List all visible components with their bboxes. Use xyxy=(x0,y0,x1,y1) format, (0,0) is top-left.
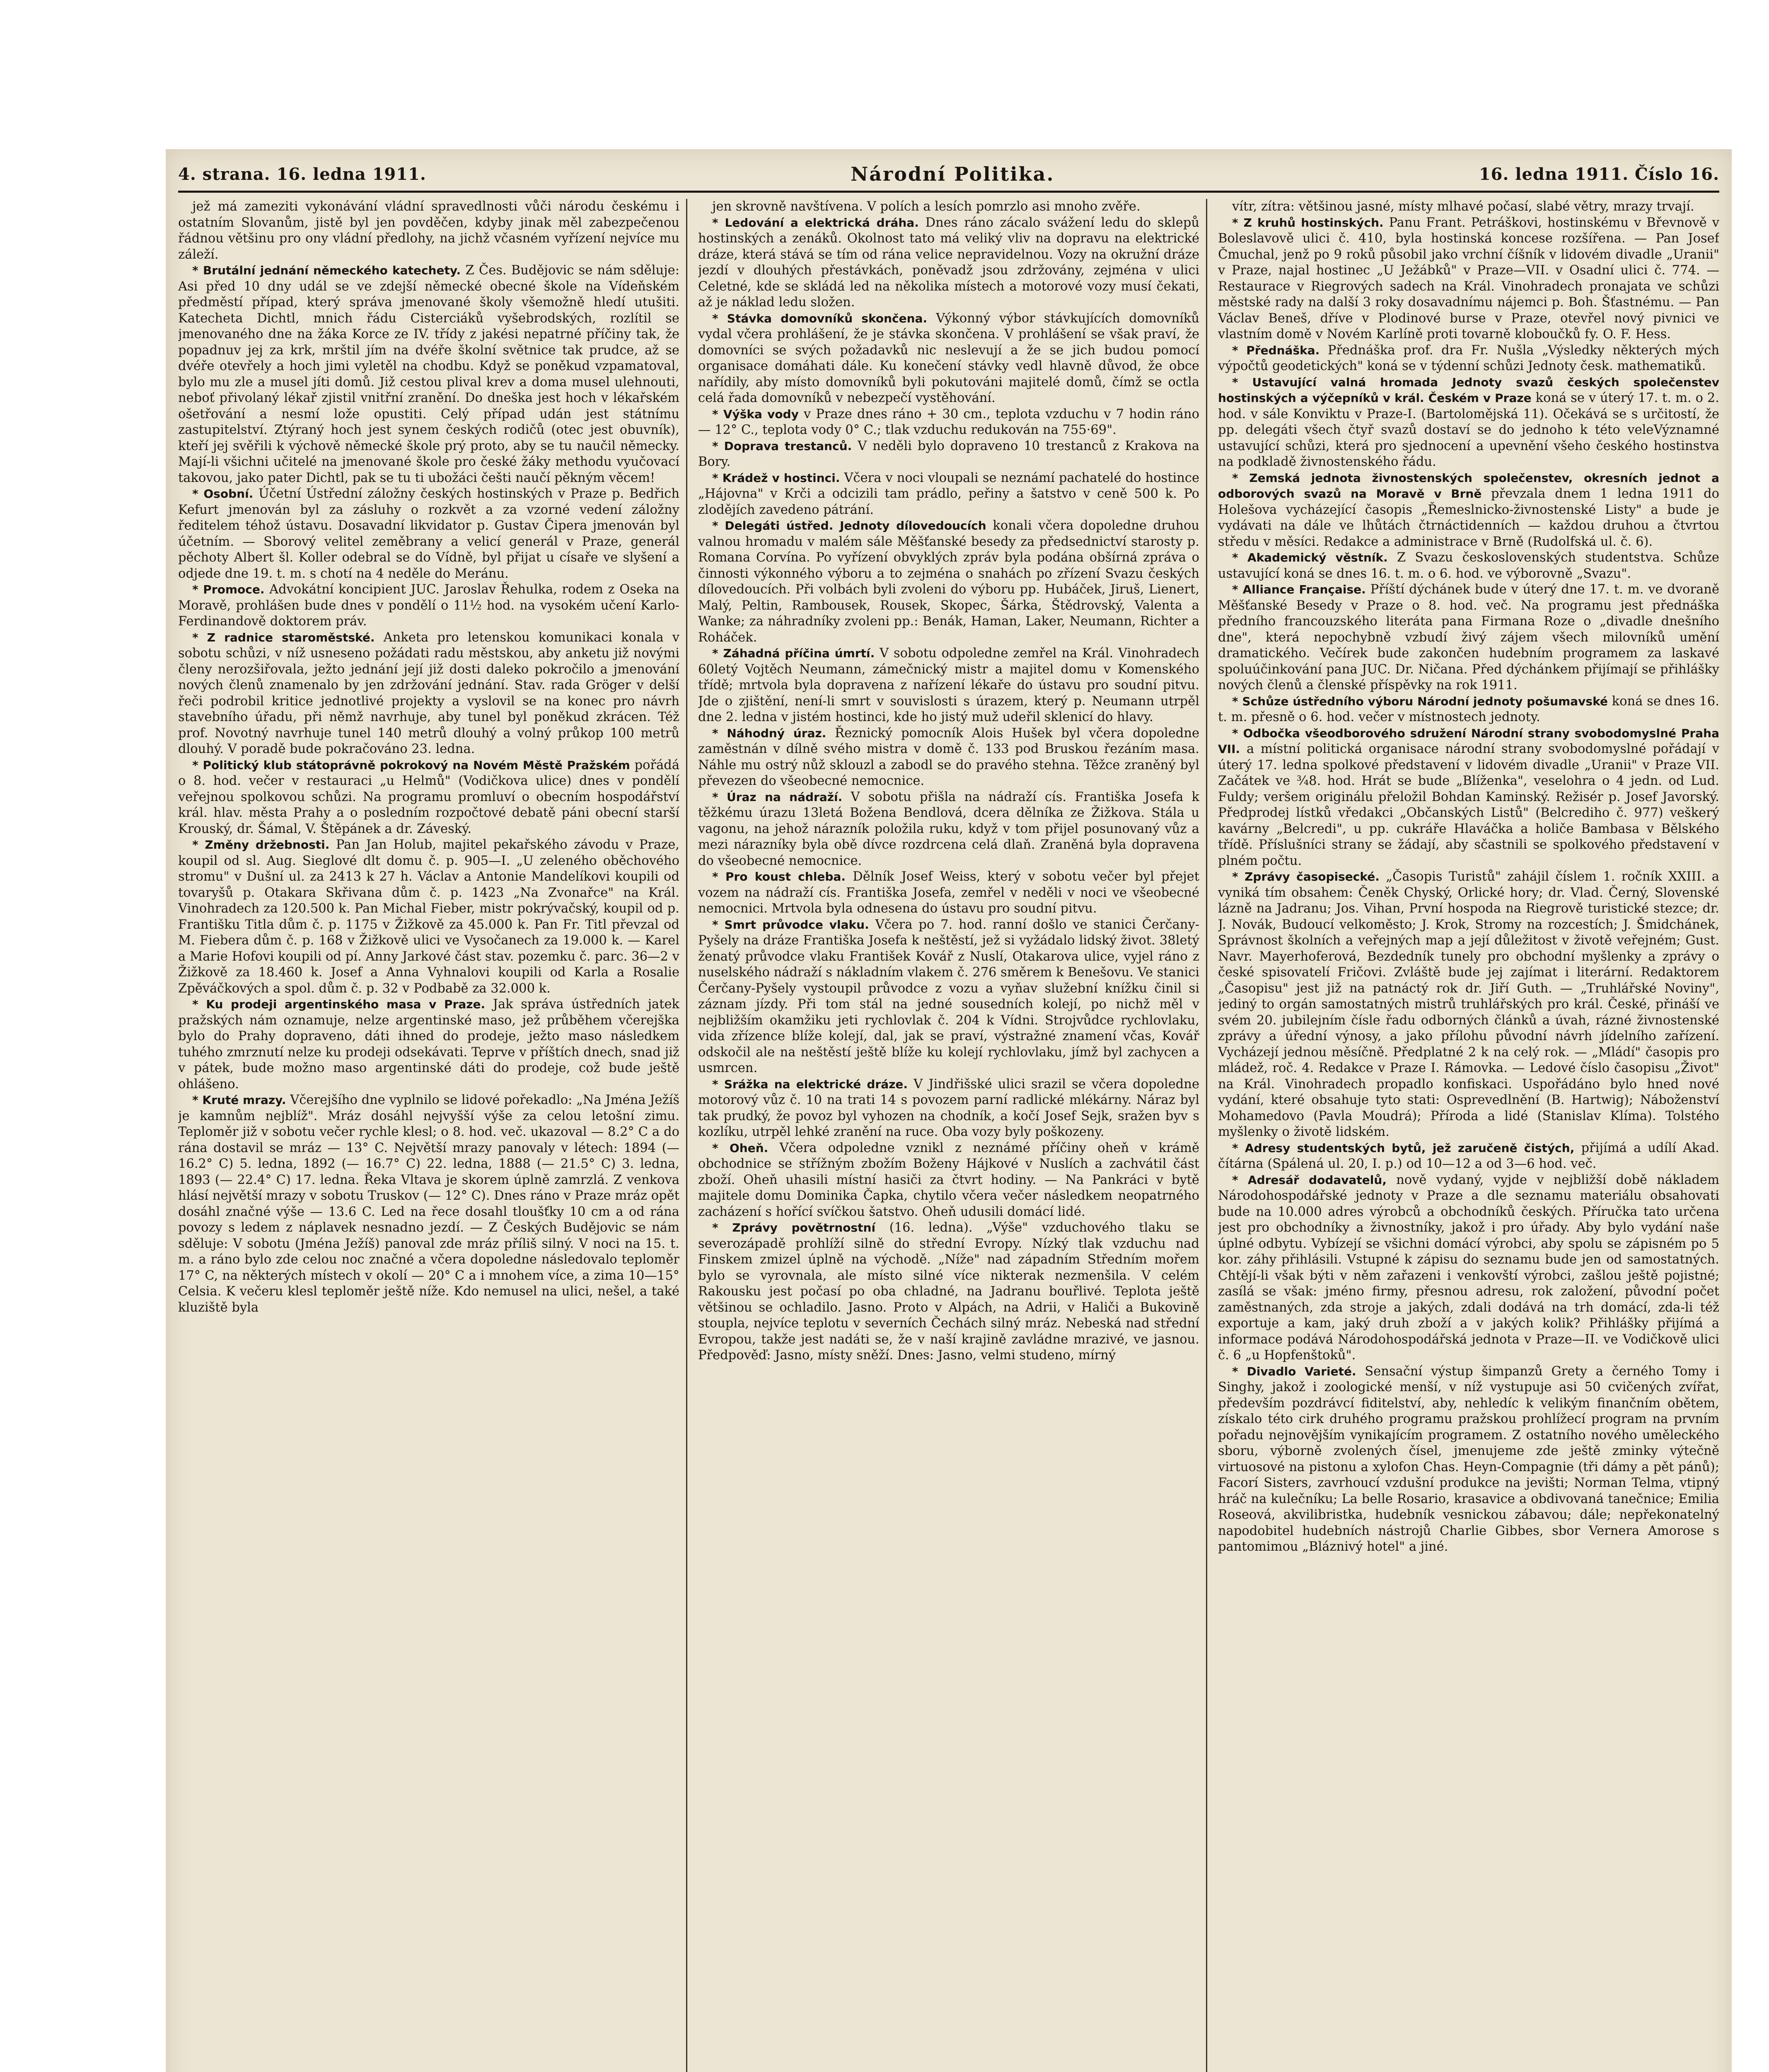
article xyxy=(178,582,679,630)
article-headline: * Z radnice staroměstské. xyxy=(192,630,375,644)
article-headline: * Politický klub státoprávně pokrokový na Novém Městě Pražském xyxy=(192,758,630,772)
article xyxy=(698,1220,1199,1364)
article-text: Včera po 7. hod. ranní došlo ve stanici Čerčany-Pyšely na dráze Františka Josefa k neštěstí, jež si vyžádalo lidský život. 38letý ženatý průvodce vlaku František Kovář z Nuslí, Otakarova ulice, vyjel ráno z nuselského nádraží s nákladním vlakem č. 276 směrem k Benešovu. Ve stanici Čerčany-Pyšely vystoupil průvodce z vozu a vyňav služební knížku činil si záznam jízdy. Při tom stál na jedné sousedních kolejí, po nichž měl v nejbližším okamžiku jeti rychlovlak č. 204 k Vídni. Strojvůdce rychlovlaku, vida zřízence blíže kolejí, dal, jak se praví, výstražné znamení včas, Kovář odskočil ale na neštěstí ještě blíže ku kolejí rychlovlaku, jímž byl zachycen a usmrcen. xyxy=(698,917,1199,1075)
article xyxy=(1218,343,1719,375)
article-headline: * Ku prodeji argentinského masa v Praze. xyxy=(192,997,486,1011)
article-headline: * Změny držebnosti. xyxy=(192,838,330,852)
article-text: a místní politická organisace národní strany svobodomyslné pořádají v úterý 17. ledna spolkové představení v lidovém divadle „Uranii" v Praze VII. Začátek ve ¾8. hod. Hrát se bude „Blíženka", veselohra o 4 jedn. od Lud. Fuldy; veršem originálu přeložil Bohdan Kaminský. Režisér p. Josef Javorský. Předprodej lístků vředakci „Občanských Listů" (Belcrediho č. 977) veškerý kavárny „Belcredi", u pp. cukráře Hlaváčka a holiče Bambasa v Bělského třídě. Příslušníci strany se žádají, aby sčastnili se spolkového představení v plném počtu. xyxy=(1218,742,1719,868)
masthead: Národní Politika. xyxy=(851,163,1055,185)
article xyxy=(1218,582,1719,694)
article-headline: * Z kruhů hostinských. xyxy=(1232,215,1384,230)
article-headline: * Adresy studentských bytů, jež zaručeně čistých, xyxy=(1232,1141,1575,1155)
article xyxy=(1218,470,1719,550)
column-1 xyxy=(178,199,679,2072)
article-text: Advokátní koncipient JUC. Jaroslav Řehulka, rodem z Oseka na Moravě, prohlášen bude dnes v pondělí o 11½ hod. na vysokém učení Karlo-Ferdinandově doktorem práv. xyxy=(178,582,679,629)
article xyxy=(698,199,1199,215)
article xyxy=(698,869,1199,917)
article xyxy=(1218,1364,1719,1555)
article xyxy=(698,311,1199,407)
article xyxy=(1218,1172,1719,1364)
article-headline: * Ustavující valná hromada Jednoty svazů českých společenstev hostinských a výčepníků v král. Českém v Praze xyxy=(1218,375,1719,405)
page-number: 4. strana. 16. ledna 1911. xyxy=(178,164,426,184)
article xyxy=(1218,1140,1719,1172)
article xyxy=(178,997,679,1092)
article-text: Z Čes. Budějovic se nám sděluje: Asi před 10 dny udál se ve zdejší německé obecné škole na Vídeňském předměstí případ, který správa jmenované školy všemožně hledí utušiti. Katecheta Dichtl, mnich řádu Cisterciáků vyšebrodských, rozlítil se jmenovaného dne na žáka Korce ze IV. třídy z jakési nepatrné příčiny tak, že popadnuv jej za krk, mrštil jím na dvéře školní světnice tak prudce, až se dvéře otevřely a hoch jimi vyletěl na chodbu. Když se poněkud vzpamatoval, bylo mu zle a musel jíti domů. Již cestou plival krev a doma musel ulehnouti, neboť přivolaný lékař zjistil vnitřní zranění. Do dneška jest hoch v lékařském ošetřování a nesmí lože opustiti. Celý případ udán jest státnímu zastupitelství. Ztýraný hoch jest synem českých rodičů (otec jest obuvník), kteří jej svěřili k výchově německé škole prý proto, aby se tu naučil německy. Mají-li všichni učitelé na jmenované škole pro české žáky methodu vyučovací takovou, jako pater Dichtl, pak se tu ti ubožáci češti naučí pěkným věcem! xyxy=(178,263,679,485)
article-text: v Praze dnes ráno + 30 cm., teplota vzduchu v 7 hodin ráno — 12° C., teplota vody 0° C.; tlak vzduchu redukován na 755·69". xyxy=(698,407,1199,437)
article-headline: * Záhadná příčina úmrtí. xyxy=(712,646,875,660)
article xyxy=(698,407,1199,438)
article-headline: * Adresář dodavatelů, xyxy=(1232,1173,1387,1187)
article-text: Řeznický pomocník Alois Hušek byl včera dopoledne zaměstnán v dílně svého mistra v domě č. 133 pod Bruskou řezáním masa. Náhle mu ostrý nůž sklouzl a zabodl se do pravého stehna. Těžce zraněný byl převezen do všeobecné nemocnice. xyxy=(698,726,1199,788)
article-headline: * Stávka domovníků skončena. xyxy=(712,311,928,325)
article-headline: * Výška vody xyxy=(712,407,799,421)
article-headline: * Krádež v hostinci. xyxy=(712,471,840,485)
article-headline: * Akademický věstník. xyxy=(1232,551,1388,564)
article-headline: * Brutální jednání německého katechety. xyxy=(192,264,461,277)
article-headline: * Odbočka všeodborového sdružení Národní strany svobodomyslné Praha VII. xyxy=(1218,726,1719,756)
article xyxy=(1218,869,1719,1140)
article-text: Pan Jan Holub, majitel pekařského závodu v Praze, koupil od sl. Aug. Sieglové dlt domu č. p. 905—I. „U zeleného oběchového stromu" v Dušní ul. za 2413 k 27 h. Václav a Antonie Mandelíkovi koupili od tovaryšů p. Otakara Skřivana dům č. p. 1423 „Na Zvonařce" na Král. Vinohradech za 120.500 k. Pan Michal Fieber, mistr pokrývačský, koupil od p. Františku Titla dům č. p. 1175 v Žižkově za 45.000 k. Pan Fr. Titl převzal od M. Fiebera dům č. p. 168 v Žižkově ulici ve Vysočanech za 19.000 k. — Karel a Marie Hofovi koupili od pí. Anny Jarkové část stav. pozemku č. parc. 36—2 v Žižkově za 18.460 k. Josef a Anna Vyhnalovi koupili od Karla a Rosalie Zpěváčkových a spol. dům č. p. 32 v Podbabě za 32.000 k. xyxy=(178,838,679,996)
article-text: jež má zameziti vykonávání vládní spravedlnosti vůči národu českému i ostatním Slovanům, jistě byl jen povděčen, kdyby jinak měl zabezpečenou řádnou většinu pro ony vládní předlohy, na jichž včasném vyřízení nejvíce mu záleží. xyxy=(178,199,679,262)
article-headline: * Smrt průvodce vlaku. xyxy=(712,917,869,932)
article-text: V neděli bylo dopraveno 10 trestanců z Krakova na Bory. xyxy=(698,438,1199,469)
article-text: Včerejšího dne vyplnilo se lidové pořekadlo: „Na Jména Ježíš je kamnům nejblíž". Mráz dosáhl nejvyšší výše za celou letošní zimu. Teploměr již v sobotu večer rychle klesl; o 8. hod. več. ukazoval — 8.2° C a do rána dostavil se mráz — 13° C. Největší mrazy panovaly v létech: 1894 (— 16.2° C) 5. ledna, 1892 (— 16.7° C) 22. ledna, 1888 (— 21.5° C) 3. ledna, 1893 (— 22.4° C) 17. ledna. Řeka Vltava je skorem úplně zamrzlá. Z venkova hlásí největší mrazy v sobotu Truskov (— 12° C). Dnes ráno v Praze mráz opět dosáhl značné výše — 13.6 C. Led na řece dosahl tloušťky 10 cm a od rána povozy s ledem z náplavek nesnadno jezdí. — Z Českých Budějovic se nám sděluje: V sobotu (Jména Ježíš) panoval zde mráz příliš silný. V noci na 15. t. m. a ráno bylo zde celou noc značné a včera dopoledne následovalo teploměr 17° C, na některých místech v okolí — 20° C a i mnohem více, a zima 10—15° Celsia. K večeru klesl teploměr ještě níže. Kdo nemusel na ulici, nešel, a také kluziště byla xyxy=(178,1093,679,1315)
article-text: Z Svazu československých studentstva. Schůze ustavující koná se dnes 16. t. m. o 6. hod. ve výborovně „Svazu". xyxy=(1218,550,1719,581)
article xyxy=(1218,375,1719,470)
article-text: Dělník Josef Weiss, který v sobotu večer byl přejet vozem na nádraží cís. Františka Josefa, zemřel v neděli v noci ve všeobecné nemocnici. Mrtvola byla odnesena do ústavu pro soudní pitvu. xyxy=(698,869,1199,916)
article xyxy=(698,1140,1199,1220)
column-3 xyxy=(1218,199,1719,2072)
article xyxy=(698,726,1199,789)
article-headline: * Promoce. xyxy=(192,583,265,596)
article xyxy=(178,630,679,758)
article-text: pořádá o 8. hod. večer v restauraci „u Helmů" (Vodičkova ulice) dnes v pondělí veřejnou spolkovou schůzi. Na programu promluví o obecním hospodářství král. hlav. města Prahy a o posledním rozpočtové debatě páni obecní starší Krouský, dr. Šámal, V. Štěpánek a dr. Záveský. xyxy=(178,758,679,836)
article-text: V sobotu odpoledne zemřel na Král. Vinohradech 60letý Vojtěch Neumann, zámečnický mistr a majitel domu v Komenského třídě; mrtvola byla dopravena z nařízení lékaře do ústavu pro soudní pitvu. Jde o zjištění, není-li smrt v souvislosti s úrazem, který p. Neumann utrpěl dne 2. ledna v jistém hostinci, kde ho jistý muž udeřil sklenicí do hlavy. xyxy=(698,646,1199,724)
column-divider xyxy=(1206,199,1207,2072)
article-text: koná se v úterý 17. t. m. o 2. hod. v sále Konviktu v Praze-I. (Bartolomějská 11). Očekává se s určitostí, že pp. delegáti všech čtyř svazů dostaví se do jednoho k této veleVýznamné ustavující schůzi, která pro sjednocení a upevnění všeho českého hostinstva na podkladě živnostenského řádu. xyxy=(1218,391,1719,469)
article-text: Anketa pro letenskou komunikaci konala v sobotu schůzi, v níž usneseno požádati radu městskou, aby anketu již novými členy nerozšiřovala, ježto jednání její již dosti daleko pokročilo a jmenování nových členů znamenalo by jen zdržování jednání. Stav. rada Gröger v delší řeči podrobil kritice jednotlivé projekty a vyslovil se na konec pro návrh stavebního úřadu, při němž navrhuje, aby tunel byl poněkud zkrácen. Též prof. Novotný navrhuje tunel 140 metrů dlouhý a volný průkop 100 metrů dlouhý. V poradě bude pokračováno 23. ledna. xyxy=(178,630,679,756)
article xyxy=(698,215,1199,311)
article-text: Dnes ráno zácalo svážení ledu do sklepů hostinských a zenáků. Okolnost tato má veliký vliv na dopravu na elektrické dráze, která stává se tím od rána velice nepravidelnou. Vozy na okružní dráze jezdí v dlouhých přestávkách, poněvadž jsou zdržovány, zejména v ulici Celetné, kde se skládá led na několika místech a motorové vozy musí čekati, až je náklad ledu složen. xyxy=(698,215,1199,310)
article-text: jen skrovně navštívena. V polích a lesích pomrzlo asi mnoho zvěře. xyxy=(712,199,1141,214)
article-headline: * Náhodný úraz. xyxy=(712,726,826,740)
article-text: koná se dnes 16. t. m. přesně o 6. hod. večer v místnostech jednoty. xyxy=(1218,694,1719,724)
article-headline: * Srážka na elektrické dráze. xyxy=(712,1077,908,1091)
article-text: Příští dýchánek bude v úterý dne 17. t. m. ve dvoraně Měšťanské Besedy v Praze o 8. hod. več. Na programu jest přednáška předního francouzského literáta pana Firmana Roze o „divadle dnešního dne", která nepochybně vzbudí živý zájem všech milovníků umění dramatického. Večírek bude zakončen hudebním programem za laskavé spoluúčinkování pana JUC. Dr. Ničana. Před dýchánkem přijímají se přihlášky nových členů a členské příspěvky na rok 1911. xyxy=(1218,582,1719,692)
column-2 xyxy=(698,199,1199,2072)
article-headline: * Divadlo Varieté. xyxy=(1232,1364,1356,1378)
article-headline: * Kruté mrazy. xyxy=(192,1093,286,1107)
article xyxy=(178,199,679,263)
article-text: Jak správa ústředních jatek pražských nám oznamuje, nelze argentinské maso, jež průběhem včerejška bylo do Prahy dopraveno, dáti ihned do prodeje, ježto maso následkem tuhého zmrznutí nelze ku prodeji odsekávati. Teprve v příštích dnech, snad již v pátek, bude možno maso argentinské dáti do prodeje, což bude ještě ohlášeno. xyxy=(178,997,679,1092)
article-text: Sensační výstup šimpanzů Grety a černého Tomy i Singhy, jakož i zoologické menší, v níž vystupuje asi 50 cvičených zvířat, především pozdrávcí fiditelství, aby, nehledíc k velikým finančním obětem, získalo této cirk druhého programu pražskou prohlížecí program na prvním pořadu nejnovějším vynikajícím programem. Z ostatního nového uměleckého sboru, výborně zvolených čísel, jmenujeme zde ještě zminky výtečně virtuosové na pistonu a xylofon Chas. Heyn-Compagnie (tři dámy a pět pánů); Facorí Sisters, zavrhoucí vzdušní produkce na jevišti; Norman Telma, vtipný hráč na kulečníku; La belle Rosario, krasavice a obdivovaná tanečnice; Emilia Roseová, akvilibristka, hudebník vesnickou zábavou; dále; nepřekonatelný napodobitel hudebních nástrojů Charlie Gibbes, sbor Vernera Amorose s pantomimou „Bláznivý hotel" a jiné. xyxy=(1218,1364,1719,1554)
article-headline: * Úraz na nádraží. xyxy=(712,790,843,804)
article-text: nově vydaný, vyjde v nejbližší době nákladem Národohospodářské jednoty v Praze a dle seznamu materiálu obsahovati bude na 10.000 adres výrobců a obchodníků českých. Příručka tato určena jest pro obchodníky a živnostníky, jakož i pro úřady. Aby bylo vydání naše úplné odbytu. Vybízejí se všichni domácí výrobci, aby spolu se zápisném po 5 kor. záhy přihlásili. Vstupné k zápisu do seznamu bude jen od samostatných. Chtějí-li však býti v něm zařazeni i venkovští výrobci, zašlou ještě pojistné; zasílá se však: jméno firmy, přesnou adresu, rok založení, původní počet zaměstnaných, zda stroje a jakých, zdali dodává na trh domácí, zda-li též exportuje a kam, jaký druh zboží a v jakých kolik? Přihlášky přijímá a informace podává Národohospodářská jednota v Praze—II. ve Vodičkově ulici č. 6 „u Hopfenštoků". xyxy=(1218,1172,1719,1363)
article xyxy=(1218,199,1719,215)
page-header xyxy=(178,162,1719,186)
article-text: „Časopis Turistů" zahájil číslem 1. ročník XXIII. a vyniká tím obsahem: Čeněk Chyský, Orlické hory; dr. Vlad. Černý, Slovenské lázně na Jadranu; Jos. Vihan, První hospoda na Riegrově turistické stezce; dr. J. Novák, Budoucí velkoměsto; J. Krok, Stromy na rozcestích; J. Šmidchánek, Správnost školních a veřejných map a její důležitost v životě veřejném; Gust. Navr. Mayerhoferová, Bezdedník tunely pro obchodní myšlenky a zprávy o české spisovatelí Fričovi. Zvláště bude jej zajímat i literární. Redaktorem „Časopisu" jest již na patnáctý rok dr. Jiří Guth. — „Truhlářské Noviny", jediný to orgán samostatných mistrů truhlářských pro král. České, přináší ve svém 20. jubilejním čísle řadu odborných článků a úvah, rázné živnostenské zprávy a úřední výnosy, a jako přílohu původní návrh jídelního zařízení. Vycházejí jednou měsíčně. Předplatné 2 k na celý rok. — „Mládí" časopis pro mládež, roč. 4. Redakce v Praze I. Rámovka. — Ledové číslo časopisu „Život" na Král. Vinohradech propadlo konfiskaci. Uspořádáno bylo hned nové vydání, které obsahuje tyto stati: Osprevedlnění (B. Hartwig); Náboženství Mohamedovo (Pavla Moudrá); Příroda a lidé (Stanislav Klíma). Tolstého myšlenky o životě lidském. xyxy=(1218,869,1719,1139)
article-text: přijímá a udílí Akad. čítárna (Spálená ul. 20, I. p.) od 10—12 a od 3—6 hod. več. xyxy=(1218,1140,1719,1171)
article-headline: * Zemská jednota živnostenských společenstev, okresních jednot a odborových svazů na Moravě v Brně xyxy=(1218,471,1719,501)
article xyxy=(178,486,679,582)
column-divider xyxy=(686,199,687,2072)
article xyxy=(178,837,679,997)
article-headline: * Doprava trestanců. xyxy=(712,439,852,453)
article-text: V Jindřišské ulici srazil se včera dopoledne motorový vůz č. 10 na trati 14 s povozem parní radlické mlékárny. Náraz byl tak prudký, že povoz byl vyhozen na chodník, a kočí Josef Sejk, sražen byv s kozlíku, utrpěl lehké zranění na ruce. Oba vozy byly poškozeny. xyxy=(698,1077,1199,1139)
article-text: vítr, zítra: většinou jasné, místy mlhavé počasí, slabé větry, mrazy trvají. xyxy=(1232,199,1694,214)
article-headline: * Přednáška. xyxy=(1232,343,1320,357)
article-text: Výkonný výbor stávkujících domovníků vydal včera prohlášení, že je stávka skončena. V prohlášení se však praví, že domovníci se svých požadavků nic neslevují a že se jich budou pomocí organisace domáhati dále. Ku konečení stávky vedl hlavně důvod, že obce nařídily, aby místo domovníků byli pokutováni majitelé domů, čímž se octla celá řada domovníků v nebezpečí vystěhování. xyxy=(698,311,1199,405)
article-headline: * Schůze ústředního výboru Národní jednoty pošumavské xyxy=(1232,694,1608,708)
article-text: konali včera dopoledne druhou valnou hromadu v malém sále Měšťanské besedy za předsednictví starosty p. Romana Corvína. Po vyřízení obvyklých zpráv byla podána obšírná zpráva o činnosti výkonného výboru a to zejména o snahách po zřízení Svazu českých dílovedoucích. Při volbách byli zvoleni do výboru pp. Hubáček, Jiruš, Lienert, Malý, Peltin, Rambousek, Rousek, Skopec, Šárka, Štědrovský, Valenta a Wanke; za náhradníky zvoleni pp.: Benák, Haman, Laker, Neumann, Richter a Roháček. xyxy=(698,518,1199,645)
article xyxy=(1218,215,1719,343)
article xyxy=(698,438,1199,470)
article-text: Přednáška prof. dra Fr. Nušla „Výsledky některých mých výpočtů geodetických" koná se v týdenní schůzi Jednoty česk. mathematiků. xyxy=(1218,343,1719,373)
article xyxy=(698,1077,1199,1140)
header-rule xyxy=(178,191,1719,193)
article xyxy=(698,470,1199,518)
article-headline: * Zprávy povětrnostní xyxy=(712,1221,876,1234)
article xyxy=(178,758,679,838)
article xyxy=(698,646,1199,726)
article-headline: * Pro koust chleba. xyxy=(712,870,846,884)
article-headline: * Alliance Française. xyxy=(1232,583,1366,596)
issue-number: 16. ledna 1911. Číslo 16. xyxy=(1479,164,1719,184)
article-headline: * Delegáti ústřed. Jednoty dílovedoucích xyxy=(712,519,986,533)
newspaper-page xyxy=(166,149,1732,2072)
article xyxy=(1218,694,1719,726)
article-text: (16. ledna). „Výše" vzduchového tlaku se severozápadě prohlíží silně do střední Evropy. Nízký tlak vzduchu nad Finskem zmizel úplně na východě. „Níže" nad západním Středním mořem bylo se vyrovnala, ale místo silné více nikterak nezmenšila. V celém Rakousku jest počasí po oba chladné, na Jadranu bouřlivé. Teplota ještě většinou se ochladilo. Jasno. Proto v Alpách, na Adrii, v Haliči a Bukovině stoupla, nejvíce teplotu v severních Čechách silný mráz. Nebeská nad střední Evropou, takže jest nadáti se, že v naší krajině zavládne mrazivé, ve jasnou. Předpověď: Jasno, místy sněží. Dnes: Jasno, velmi studeno, mírný xyxy=(698,1220,1199,1363)
article-headline: * Oheň. xyxy=(712,1141,768,1155)
article-headline: * Ledování a elektrická dráha. xyxy=(712,215,919,230)
article xyxy=(178,1092,679,1316)
article-text: Včera odpoledne vznikl z neznámé příčiny oheň v krámě obchodnice se střížným zbožím Boženy Hájkové v Nuslích a zachvátil část zboží. Oheň uhasili místní hasiči za čtvrt hodiny. — Na Pankráci v bytě majitele domu Dominika Čapka, chytilo včera večer následkem neopatrného zacházení s hořící svíčkou šatstvo. Oheň udusili domácí lidé. xyxy=(698,1140,1199,1219)
article-headline: * Osobní. xyxy=(192,487,254,501)
article-headline: * Zprávy časopisecké. xyxy=(1232,870,1380,884)
article-text: Účetní Ústřední záložny českých hostinských v Praze p. Bedřich Kefurt jmenován byl za zásluhy o rozkvět a za vzorné vedení záložny ředitelem téhož ústavu. Dosavadní likvidator p. Gustav Čipera jmenován byl účetním. — Sborový velitel zeměbrany a velicí generál v Praze, generál pěchoty Albert šl. Koller odebral se do Vídně, byl přijat u císaře ve slyšení a odjede dne 19. t. m. s chotí na 4 neděle do Meránu. xyxy=(178,487,679,581)
article-text: převzala dnem 1 ledna 1911 do Holešova vycházející časopis „Řemeslnicko-živnostenské Listy" a bude je vydávati na dále ve lhůtách čtrnáctidenních — každou druhou a čtvrtou středu v měsíci. Redakce a administrace v Brně (Rudolfská ul. č. 6). xyxy=(1218,487,1719,549)
article xyxy=(698,789,1199,869)
article-text: Včera v noci vloupali se neznámí pachatelé do hostince „Hájovna" v Krči a odcizili tam prádlo, peřiny a šatstvo v ceně 500 k. Po zlodějích zavedeno pátrání. xyxy=(698,470,1199,517)
article xyxy=(1218,726,1719,869)
article xyxy=(698,518,1199,646)
article-text: V sobotu přišla na nádraží cís. Františka Josefa k těžkému úrazu 13letá Božena Bendlová, dcera dělníka ze Žižkova. Stála u vagonu, na jehož nárazník položila ruku, když v tom přijel posunovaný vůz a mezi nárazníky byla obě dívce rozdrcena celá dlaň. Zraněná byla dopravena do všeobecné nemocnice. xyxy=(698,789,1199,868)
article-text: Panu Frant. Petráškovi, hostinskému v Břevnově v Boleslavově ulici č. 410, byla hostinská koncese rozšířena. — Pan Josef Čmuchal, jenž po 9 roků působil jako vrchní číšník v lidovém divadle „Uranii" v Praze, najal hostinec „U Ježábků" v Praze—VII. v Osadní ulici č. 774. — Restaurace v Riegrových sadech na Král. Vinohradech pronajata ve schůzi městské rady na další 3 roky dosavadnímu nájemci p. Boh. Šťastnému. — Pan Václav Beneš, dříve v Plodinové burse v Praze, otevřel nový pivnici ve vlastním domě v Novém Karlíně proti tovarně kloboučků fy. O. F. Hess. xyxy=(1218,215,1719,341)
article xyxy=(1218,550,1719,582)
article xyxy=(178,263,679,486)
article xyxy=(698,917,1199,1077)
